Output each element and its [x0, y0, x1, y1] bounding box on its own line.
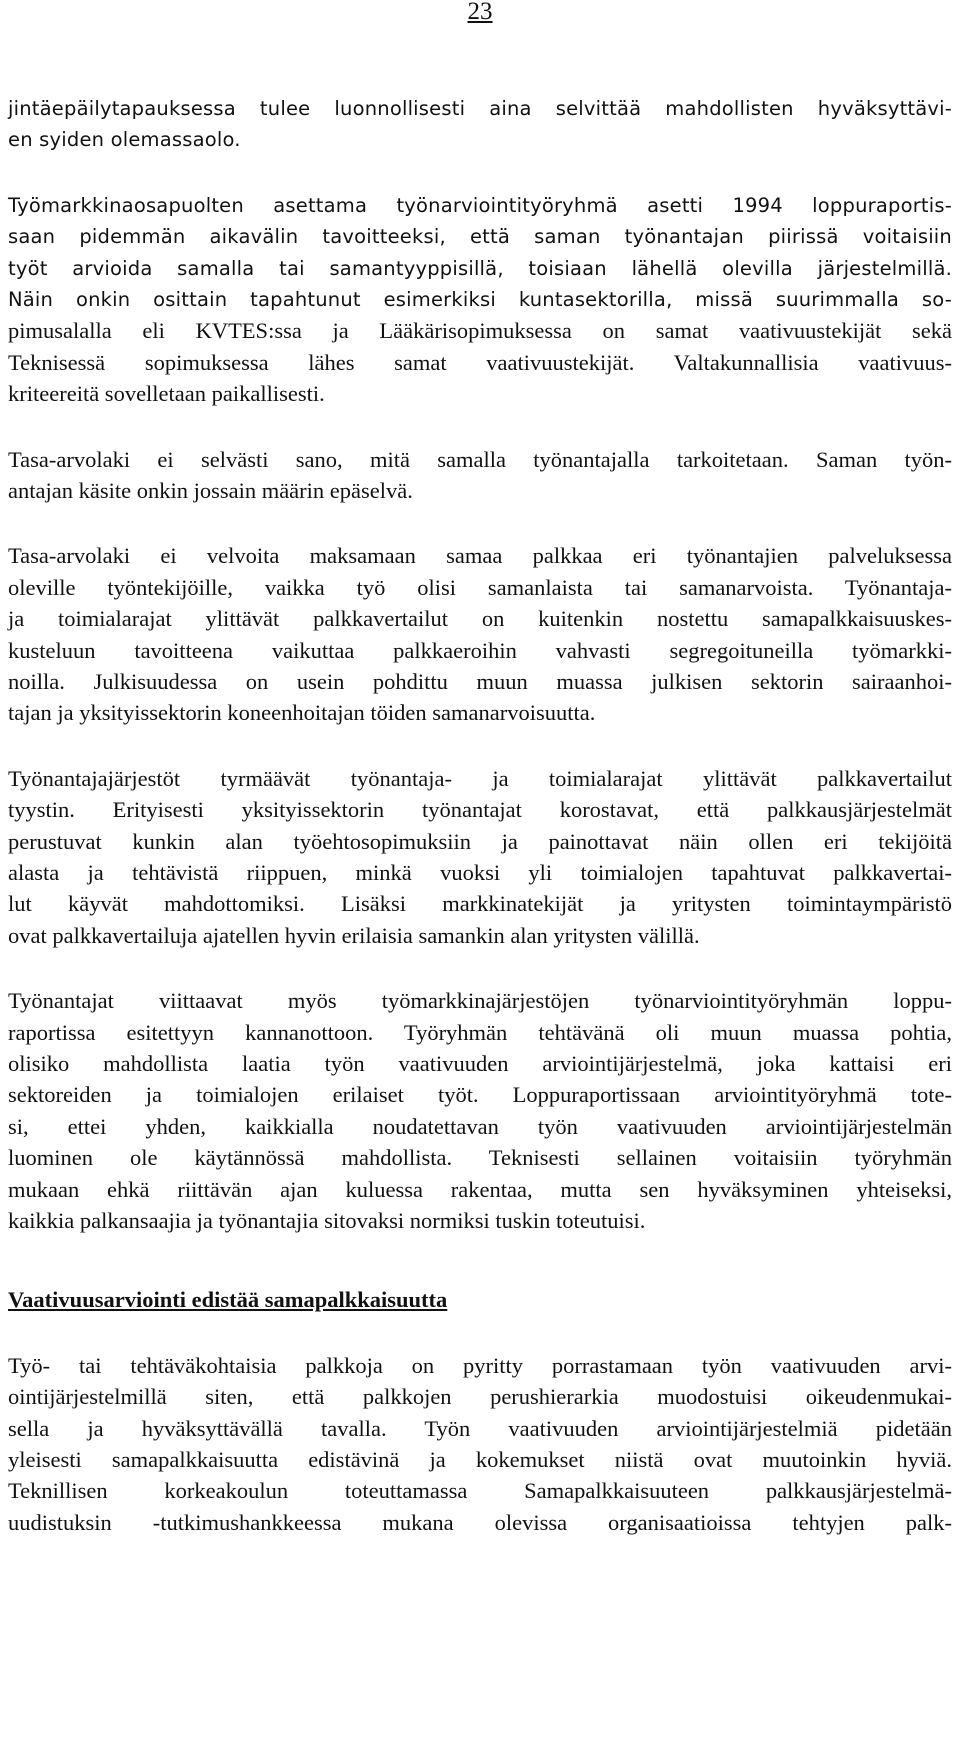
text-line: Tasa-arvolaki ei velvoita maksamaan samaa palkkaa eri työnantajien palveluksessa — [8, 543, 952, 569]
text-line: ja toimialarajat ylittävät palkkavertailut on kuitenkin nostettu samapalkkaisuuskes- — [8, 606, 952, 632]
text-line: lut käyvät mahdottomiksi. Lisäksi markkinatekijät ja yritysten toimintaympäristö — [8, 891, 952, 917]
text-line: kusteluun tavoitteena vaikuttaa palkkaeroihin vahvasti segregoituneilla työmarkki- — [8, 637, 952, 663]
text-line: saan pidemmän aikavälin tavoitteeksi, että saman työnantajan piirissä voitaisiin — [8, 225, 952, 249]
text-line: raportissa esitettyyn kannanottoon. Työryhmän tehtävänä oli muun muassa pohtia, — [8, 1019, 952, 1045]
text-line: tyystin. Erityisesti yksityissektorin työnantajat korostavat, että palkkausjärjestelmät — [8, 797, 952, 823]
text-line: jintäepäilytapauksessa tulee luonnollisesti aina selvittää mahdollisten hyväksyttävi- — [8, 97, 952, 120]
text-line: en syiden olemassaolo. — [8, 128, 241, 152]
text-line: ovat palkkavertailuja ajatellen hyvin erilaisia samankin alan yritysten välillä. — [8, 922, 700, 948]
text-line: sella ja hyväksyttävällä tavalla. Työn vaativuuden arviointijärjestelmiä pidetään — [8, 1415, 952, 1441]
text-line: kaikkia palkansaajia ja työnantajia sitovaksi normiksi tuskin toteutuisi. — [8, 1208, 646, 1233]
text-line: työt arvioida samalla tai samantyyppisillä, toisiaan lähellä olevilla järjestelmillä. — [8, 256, 952, 280]
text-line: mukaan ehkä riittävän ajan kuluessa rakentaa, mutta sen hyväksyminen yhteiseksi, — [8, 1176, 952, 1202]
text-line: Teknillisen korkeakoulun toteuttamassa Samapalkkaisuuteen palkkausjärjestelmä- — [8, 1478, 952, 1504]
text-line: Työmarkkinaosapuolten asettama työnarviointityöryhmä asetti 1994 loppuraportis- — [8, 193, 952, 217]
text-line: perustuvat kunkin alan työehtosopimuksiin ja painottavat näin ollen eri tekijöitä — [8, 828, 952, 854]
text-line: si, ettei yhden, kaikkialla noudatettavan työn vaativuuden arviointijärjestelmän — [8, 1113, 952, 1139]
text-line: pimusalalla eli KVTES:ssa ja Lääkärisopimuksessa on samat vaativuustekijät sekä — [8, 318, 952, 344]
text-line: antajan käsite onkin jossain määrin epäselvä. — [8, 478, 413, 503]
text-line: oleville työntekijöille, vaikka työ olisi samanlaista tai samanarvoista. Työnantaja- — [8, 574, 952, 600]
text-line: sektoreiden ja toimialojen erilaiset työt. Loppuraportissaan arviointityöryhmä tote- — [8, 1082, 952, 1108]
text-line: Tasa-arvolaki ei selvästi sano, mitä samalla työnantajalla tarkoitetaan. Saman työn- — [8, 446, 952, 472]
text-line: alasta ja tehtävistä riippuen, minkä vuoksi yli toimialojen tapahtuvat palkkavertai- — [8, 860, 952, 885]
text-line: ointijärjestelmillä siten, että palkkojen perushierarkia muodostuisi oikeudenmukai- — [8, 1384, 952, 1410]
text-line: luominen ole käytännössä mahdollista. Teknisesti sellainen voitaisiin työryhmän — [8, 1145, 952, 1171]
text-line: Teknisessä sopimuksessa lähes samat vaativuustekijät. Valtakunnallisia vaativuus- — [8, 349, 952, 375]
text-line: olisiko mahdollista laatia työn vaativuuden arviointijärjestelmä, joka kattaisi eri — [8, 1051, 952, 1076]
section-heading: Vaativuusarviointi edistää samapalkkaisuutta — [8, 1287, 448, 1313]
text-line: kriteereitä sovelletaan paikallisesti. — [8, 381, 325, 407]
text-line: Työ- tai tehtäväkohtaisia palkkoja on pyritty porrastamaan työn vaativuuden arvi- — [8, 1352, 952, 1378]
text-line: Työnantajajärjestöt tyrmäävät työnantaja- ja toimialarajat ylittävät palkkavertailut — [8, 765, 952, 791]
text-line: Työnantajat viittaavat myös työmarkkinajärjestöjen työnarviointityöryhmän loppu- — [8, 988, 952, 1014]
text-line: noilla. Julkisuudessa on usein pohdittu muun muassa julkisen sektorin sairaanhoi- — [8, 669, 952, 694]
text-line: tajan ja yksityissektorin koneenhoitajan töiden samanarvoisuutta. — [8, 700, 596, 726]
page-number: 23 — [467, 0, 493, 25]
text-line: uudistuksin -tutkimushankkeessa mukana olevissa organisaatioissa tehtyjen palk- — [8, 1509, 952, 1535]
text-line: yleisesti samapalkkaisuutta edistävinä ja kokemukset niistä ovat muutoinkin hyviä. — [8, 1447, 952, 1472]
text-line: Näin onkin osittain tapahtunut esimerkiksi kuntasektorilla, missä suurimmalla so- — [8, 288, 952, 311]
